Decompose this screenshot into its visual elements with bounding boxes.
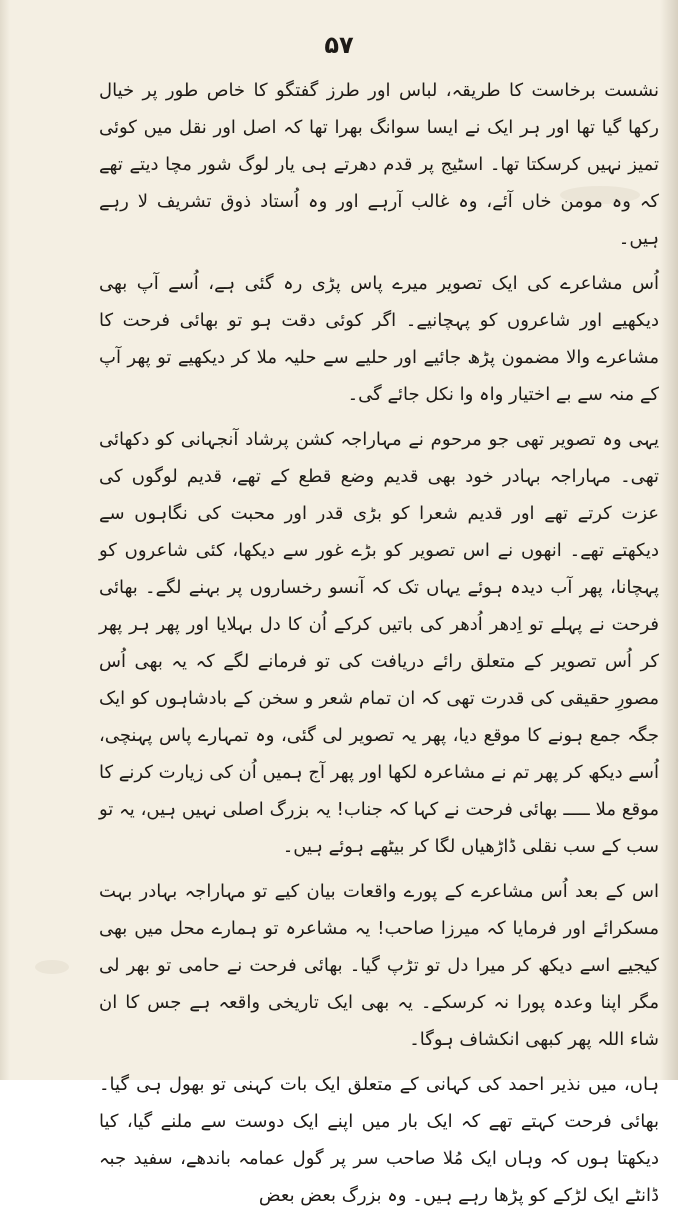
paragraph-3: یہی وہ تصویر تھی جو مرحوم نے مہاراجہ کشن پرشاد آنجہانی کو دکھائی تھی۔ مہاراجہ بہادر خود بھی قدیم وضع قطع کے تھے، قدیم لوگوں کی عزت کرتے تھے اور قدیم شعرا کو بڑی قدر اور محبت کی نگاہوں سے دیکھتے تھے۔ انھوں نے اس تصویر کو بڑے غور سے دیکھا، کئی شاعروں کو پہچانا، پھر آب دیدہ ہوئے یہاں تک کہ آنسو رخساروں پر بہنے لگے۔ بھائی فرحت نے پہلے تو اِدھر اُدھر کی باتیں کرکے اُن کا دل بہلایا اور پھر ہر پھر کر اُس تصویر کے متعلق رائے دریافت کی تو فرمانے لگے کہ یہ بھی اُس مصورِ حقیقی کی قدرت تھی کہ ان تمام شعر و سخن کے بادشاہوں کو ایک جگہ جمع ہونے کا موقع دیا، پھر یہ تصویر لی گئی، وہ تمہارے پاس پہنچی، اُسے دیکھ کر پھر تم نے مشاعرہ لکھا اور پھر آج ہمیں اُن کی زیارت کرنے کا موقع ملا ـــــ بھائی فرحت نے کہا کہ جناب! یہ بزرگ اصلی نہیں ہیں، یہ تو سب کے سب نقلی ڈاڑھیاں لگا کر بیٹھے ہوئے ہیں۔ [99, 429, 659, 857]
page-number: ۵۷ [324, 31, 354, 59]
paragraph-1: نشست برخاست کا طریقہ، لباس اور طرز گفتگو کا خاص طور پر خیال رکھا گیا تھا اور ہر ایک نے ایسا سوانگ بھرا تھا کہ اصل اور نقل میں کوئی تمیز نہیں کرسکتا تھا۔ اسٹیج پر قدم دھرتے ہی یار لوگ شور مچا دیتے تھے کہ وہ مومن خاں آئے، وہ غالب آرہے اور وہ اُستاد ذوق تشریف لا رہے ہیں۔ [99, 80, 659, 249]
urdu-text-block [99, 72, 659, 1214]
page-right-edge-shadow [660, 0, 678, 1080]
paper-smudge [35, 960, 69, 974]
paragraph-4: اس کے بعد اُس مشاعرے کے پورے واقعات بیان کیے تو مہاراجہ بہادر بہت مسکرائے اور فرمایا کہ میرزا صاحب! یہ مشاعرہ تو ہمارے محل میں بھی کیجیے اسے دیکھ کر میرا دل تو تڑپ گیا۔ بھائی فرحت نے حامی تو بھر لی مگر اپنا وعدہ پورا نہ کرسکے۔ یہ بھی ایک تاریخی واقعہ ہے جس کا ان شاء اللہ پھر کبھی انکشاف ہوگا۔ [99, 881, 659, 1050]
paragraph-2: اُس مشاعرے کی ایک تصویر میرے پاس پڑی رہ گئی ہے، اُسے آپ بھی دیکھیے اور شاعروں کو پہچانیے۔ اگر کوئی دقت ہو تو بھائی فرحت کا مشاعرے والا مضمون پڑھ جائیے اور حلیے سے حلیہ ملا کر دیکھیے تو پھر آپ کے منہ سے بے اختیار واہ وا نکل جائے گی۔ [99, 273, 659, 405]
paragraph-5: ہاں، میں نذیر احمد کی کہانی کے متعلق ایک بات کہنی تو بھول ہی گیا۔ بھائی فرحت کہتے تھے کہ ایک بار میں اپنے ایک دوست سے ملنے گیا، کیا دیکھتا ہوں کہ وہاں ایک مُلا صاحب سر پر گول عمامہ باندھے، سفید جبہ ڈانٹے ایک لڑکے کو پڑھا رہے ہیں۔ وہ بزرگ بعض بعض [99, 1074, 659, 1206]
page-left-edge-shadow [0, 0, 10, 1080]
